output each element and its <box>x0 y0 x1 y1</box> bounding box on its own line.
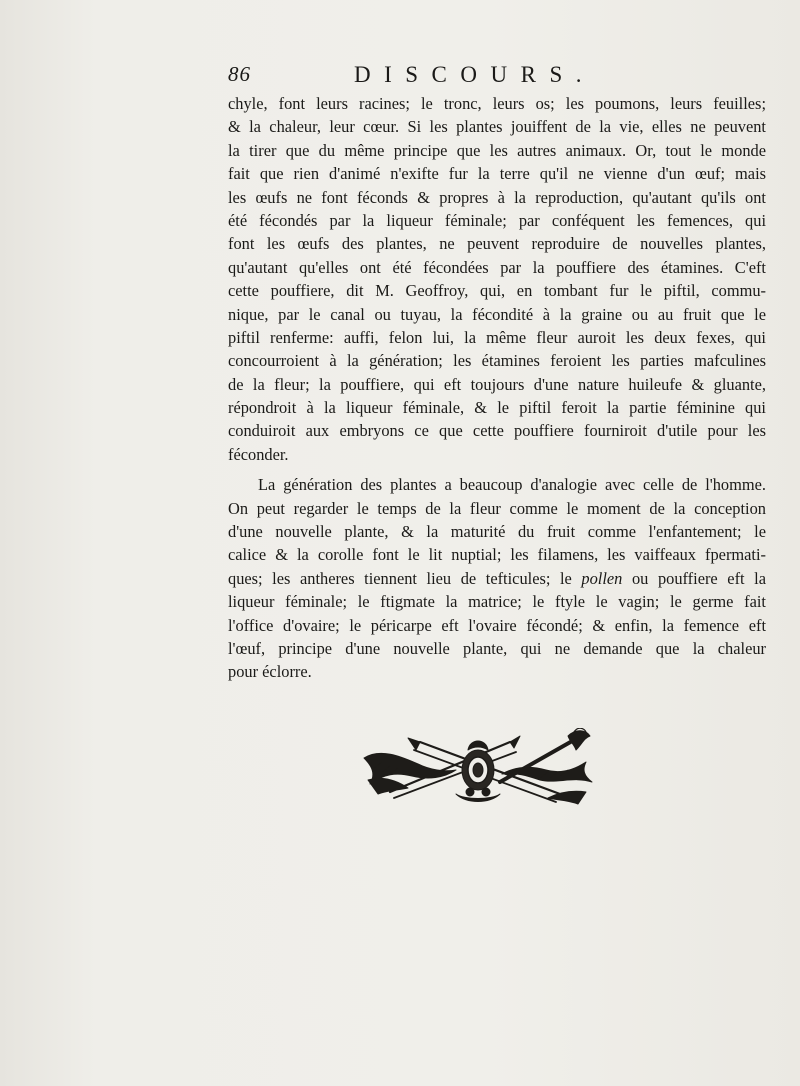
text-line: calice & la corolle font le lit nuptial; les filamens, les vaiffeaux fpermati- <box>228 545 766 565</box>
text-line: chyle, font leurs racines; le tronc, leurs os; les poumons, leurs feuilles; <box>228 94 766 113</box>
paragraph-1 <box>228 92 766 466</box>
text-line: qu'autant qu'elles ont été fécondées par la pouffiere des étamines. C'eft <box>228 257 766 277</box>
text-line: & la chaleur, leur cœur. Si les plantes jouiffent de la vie, elles ne peuvent <box>228 117 766 137</box>
text-line: La génération des plantes a beaucoup d'analogie avec celle de l'homme. <box>258 475 766 495</box>
text-line: les œufs ne font féconds & propres à la reproduction, qu'autant qu'ils ont <box>228 187 766 207</box>
text-line: liqueur féminale; le ftigmate la matrice; le ftyle le vagin; le germe fait <box>228 592 766 612</box>
running-header <box>228 62 768 92</box>
italic-term: pollen <box>581 568 623 588</box>
paragraph-2 <box>228 473 766 684</box>
text-line: l'œuf, principe d'une nouvelle plante, qui ne demande que la chaleur <box>228 638 766 658</box>
text-line: pour éclorre. <box>228 662 312 682</box>
text-line: conduiroit aux embryons ce que cette pouffiere fourniroit d'utile pour les <box>228 421 766 441</box>
text-line: répondroit à la liqueur féminale, & le piftil feroit la partie féminine qui <box>228 398 766 418</box>
text-line: font les œufs des plantes, ne peuvent reproduire de nouvelles plantes, <box>228 234 766 254</box>
text-line: On peut regarder le temps de la fleur comme le moment de la conception <box>228 498 766 518</box>
text-line: d'une nouvelle plante, & la maturité du fruit comme l'enfantement; le <box>228 522 766 542</box>
text-line: nique, par le canal ou tuyau, la fécondité à la graine ou au fruit que le <box>228 304 766 324</box>
text-line: l'office d'ovaire; le péricarpe eft l'ovaire fécondé; & enfin, la femence eft <box>228 615 766 635</box>
tailpiece-ornament-icon <box>360 728 596 812</box>
text-line: la tirer que du même principe que les autres animaux. Or, tout le monde <box>228 140 766 160</box>
text-line: piftil renferme: auffi, felon lui, la même fleur auroit les deux fexes, qui <box>228 327 766 347</box>
text-line: cette pouffiere, dit M. Geoffroy, qui, en tombant fur le piftil, commu- <box>228 281 766 301</box>
page-number: 86 <box>228 62 251 86</box>
text-line: été fécondés par la liqueur féminale; par conféquent les femences, qui <box>228 210 766 230</box>
text-line: concourroient à la génération; les étamines feroient les parties mafculines <box>228 351 766 371</box>
text-line-with-italic: ques; les antheres tiennent lieu de tefticules; le pollen ou pouffiere eft la <box>228 568 766 588</box>
text-line: de la fleur; la pouffiere, qui eft toujours d'une nature huileufe & gluante, <box>228 374 766 394</box>
text-line: fait que rien d'animé n'exifte fur la terre qu'il ne vienne d'un œuf; mais <box>228 164 766 184</box>
text-line: féconder. <box>228 444 289 464</box>
body-text <box>228 92 766 684</box>
running-title: DISCOURS. <box>354 62 596 87</box>
